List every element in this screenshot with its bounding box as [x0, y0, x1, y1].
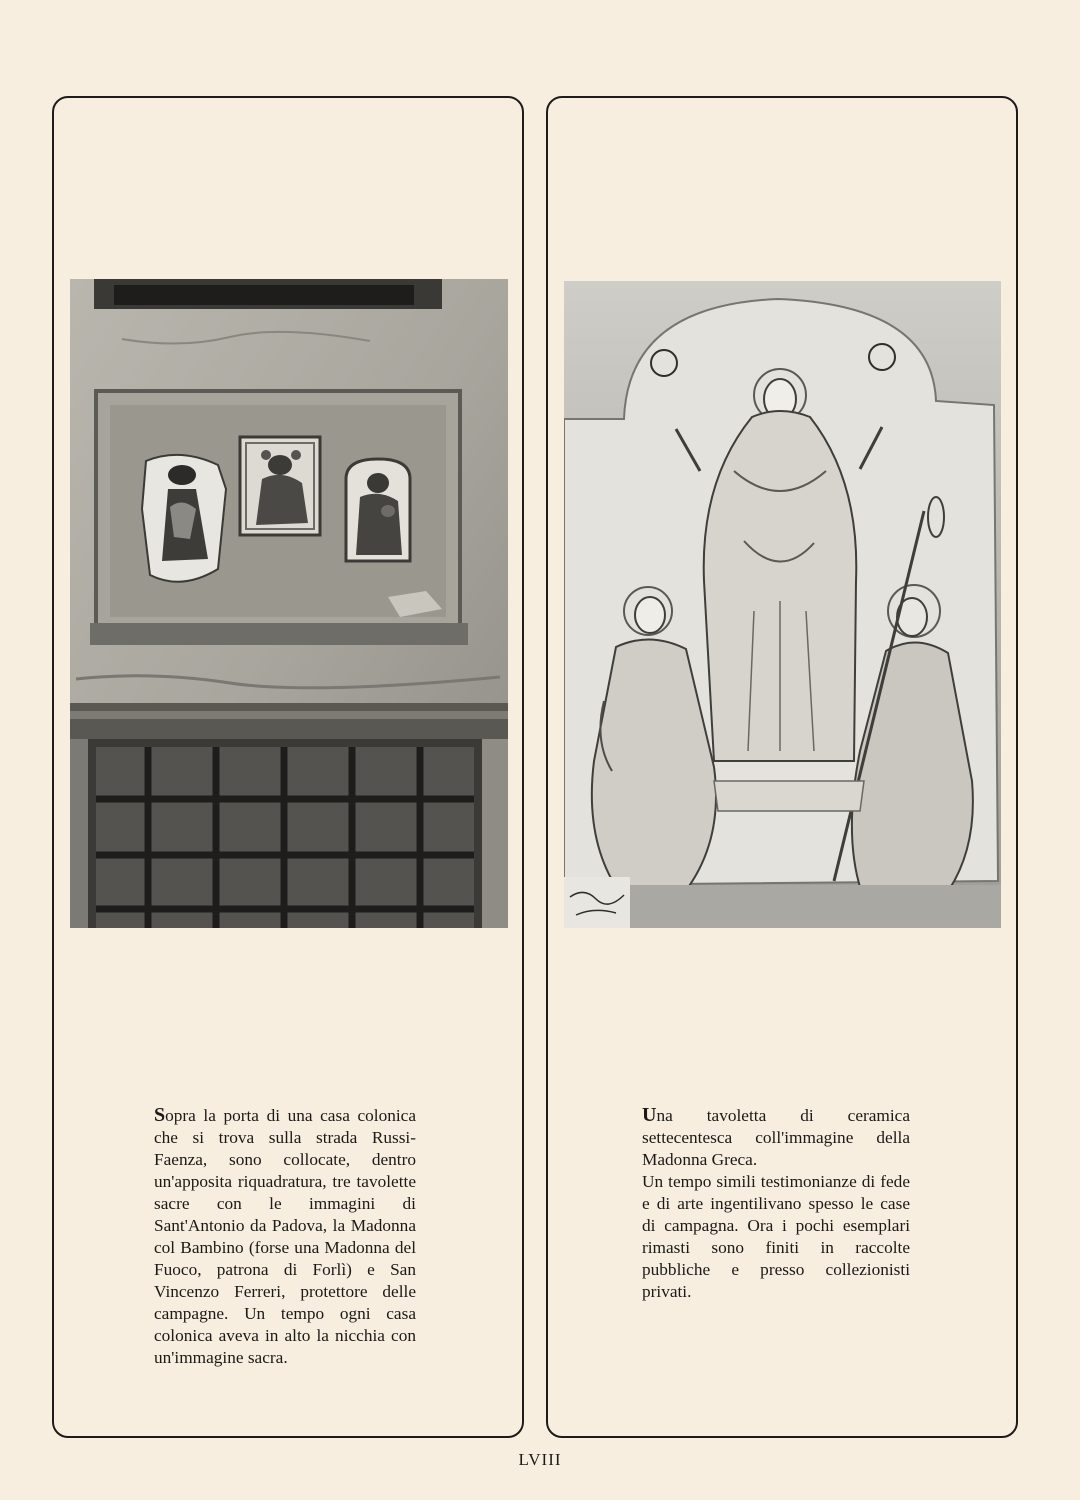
- right-caption-initial: U: [642, 1104, 657, 1126]
- right-caption-paragraph-1: [642, 1104, 910, 1171]
- photo-farmhouse-facade: [70, 279, 508, 928]
- left-caption-initial: S: [154, 1104, 166, 1126]
- left-caption-text: opra la porta di una casa colonica che si trova sulla strada Russi-Faenza, sono collocate, dentro un'apposita riquadratura, tre tavolette sacre con le immagini di Sant'Antonio da Padova, la Madonna col Bambino (forse una Madonna del Fuoco, patrona di Forlì) e San Vincenzo Ferreri, protettore delle campagne. Un tempo ogni casa colonica aveva in alto la nicchia con un'immagine sacra.: [154, 1106, 416, 1367]
- page-number: LVIII: [518, 1450, 562, 1469]
- left-caption: [154, 1104, 416, 1369]
- right-caption-paragraph-2: Un tempo simili testimonianze di fede e di arte ingentilivano spesso le case di campagna. Ora i pochi esemplari rimasti sono finiti in raccolte pubbliche e presso collezionisti privati.: [642, 1172, 910, 1301]
- right-caption: [642, 1104, 910, 1303]
- photo-ceramic-tablet: [564, 281, 1001, 928]
- right-caption-text-1: na tavoletta di ceramica settecentesca coll'immagine della Madonna Greca.: [642, 1106, 910, 1169]
- left-caption-paragraph: [154, 1104, 416, 1369]
